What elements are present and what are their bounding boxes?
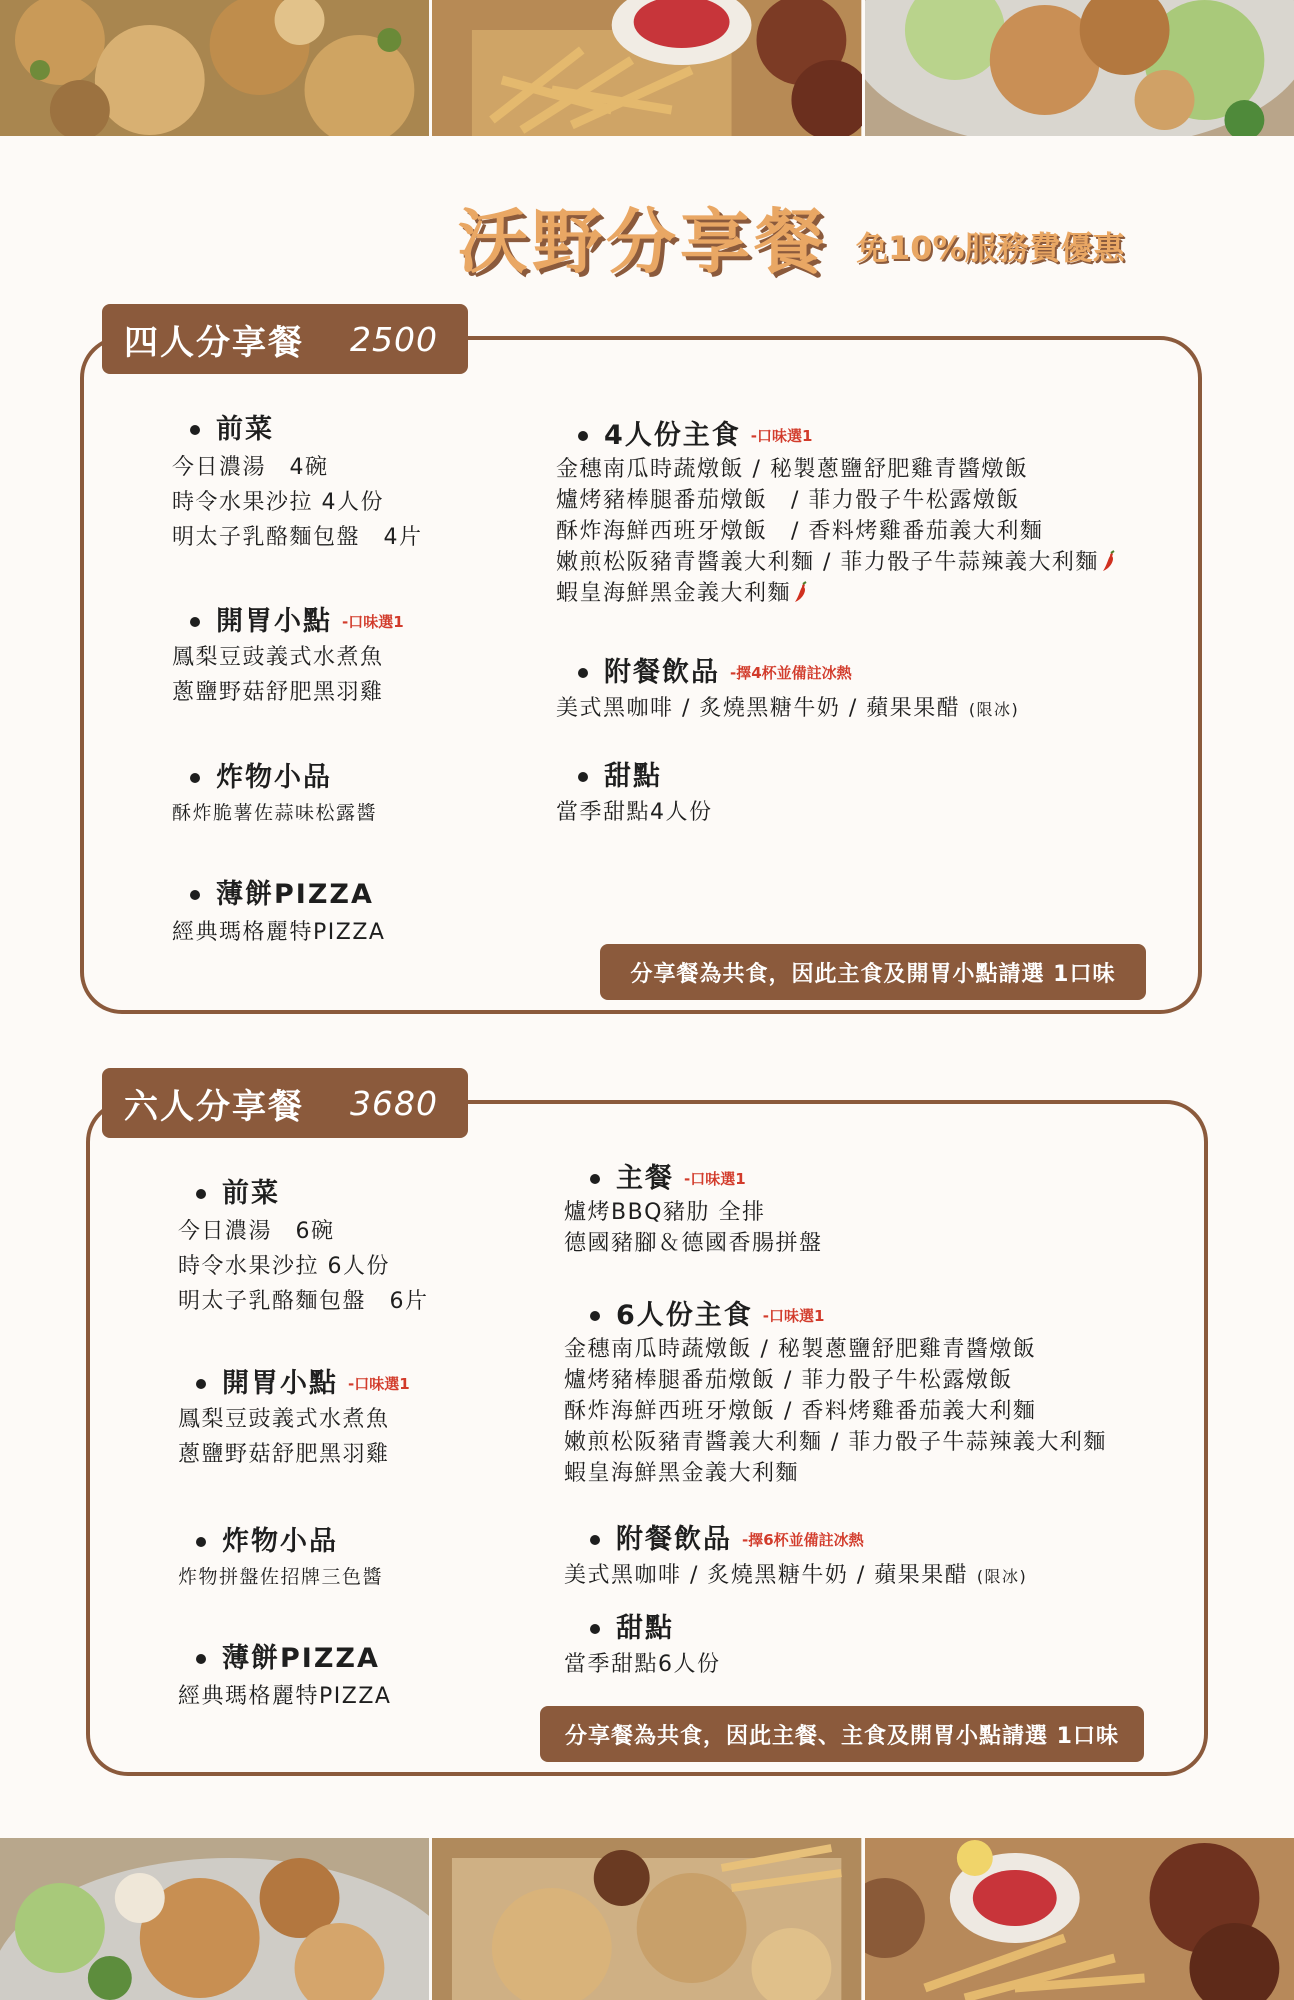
- section-heading: 甜點: [616, 1613, 674, 1644]
- menu-item: 明太子乳酪麵包盤 6片: [178, 1289, 429, 1314]
- menu-item: 鳳梨豆豉義式水煮魚: [172, 645, 384, 670]
- service-fee-note: 免10%服務費優惠: [856, 229, 1125, 267]
- menu-item: 時令水果沙拉 6人份: [178, 1254, 390, 1279]
- set-4-drink: [556, 655, 1019, 725]
- section-heading: 甜點: [604, 761, 662, 792]
- top-photo-strip: [0, 0, 1294, 136]
- menu-item: 時令水果沙拉 4人份: [172, 490, 384, 515]
- photo-chicken-pan: [0, 1838, 432, 2000]
- menu-item: 當季甜點6人份: [564, 1652, 721, 1677]
- menu-item: 酥炸海鮮西班牙燉飯 / 香料烤雞番茄義大利麵: [564, 1399, 1037, 1424]
- set-6-drink: [564, 1522, 1027, 1592]
- set-4-snack: [172, 604, 404, 708]
- menu-item: 爐烤豬棒腿番茄燉飯 / 菲力骰子牛松露燉飯: [564, 1368, 1013, 1393]
- section-heading: 薄餅PIZZA: [216, 879, 374, 910]
- set-name: 四人分享餐: [124, 322, 304, 363]
- menu-item: 爐烤豬棒腿番茄燉飯 / 菲力骰子牛松露燉飯: [556, 488, 1020, 513]
- section-heading: 開胃小點: [222, 1368, 338, 1399]
- ice-only-note: (限冰): [976, 1567, 1028, 1586]
- section-heading: 附餐飲品: [604, 657, 720, 688]
- choice-note: -口味選1: [762, 1307, 825, 1325]
- menu-item: 當季甜點4人份: [556, 800, 713, 825]
- menu-item: 炸物拼盤佐招牌三色醬: [178, 1566, 384, 1588]
- set-6-tab: [102, 1068, 468, 1138]
- menu-item: 嫩煎松阪豬青醬義大利麵 / 菲力骰子牛蒜辣義大利麵: [564, 1430, 1107, 1455]
- set-6-dessert: [564, 1611, 721, 1680]
- menu-item: 明太子乳酪麵包盤 4片: [172, 525, 423, 550]
- menu-item: 今日濃湯 6碗: [178, 1219, 335, 1244]
- section-heading: 前菜: [216, 414, 274, 445]
- choice-note: -口味選1: [684, 1170, 746, 1188]
- set-4-dessert: [556, 759, 713, 828]
- section-heading: 前菜: [222, 1178, 280, 1209]
- choice-note: -口味選1: [342, 613, 404, 631]
- photo-fries-chicken: [865, 1838, 1294, 2000]
- set-6-entree: [564, 1161, 823, 1259]
- chili-icon: [793, 581, 809, 603]
- bottom-photo-strip: [0, 1838, 1294, 2000]
- set-6-fried: [178, 1524, 383, 1593]
- photo-fries-sauce: [432, 0, 864, 136]
- menu-item: 金穗南瓜時蔬燉飯 / 秘製蔥鹽舒肥雞青醬燉飯: [556, 457, 1029, 482]
- photo-fried-platter: [432, 1838, 864, 2000]
- title-row: [0, 180, 1294, 283]
- set-4-pizza: [172, 877, 385, 948]
- menu-item: 美式黑咖啡 / 炙燒黑糖牛奶 / 蘋果果醋 (限冰): [564, 1563, 1028, 1588]
- section-heading: 附餐飲品: [616, 1524, 732, 1555]
- menu-item: 酥炸脆薯佐蒜味松露醬: [172, 802, 378, 824]
- choice-note: -擇4杯並備註冰熱: [730, 664, 852, 682]
- section-heading: 6人份主食: [616, 1300, 753, 1331]
- set-name: 六人分享餐: [124, 1086, 304, 1127]
- menu-item-spicy: 蝦皇海鮮黑金義大利麵: [556, 578, 1117, 609]
- section-heading: 薄餅PIZZA: [222, 1643, 380, 1674]
- choice-note: -口味選1: [750, 427, 813, 445]
- choice-note: -擇6杯並備註冰熱: [742, 1531, 864, 1549]
- page-title: 沃野分享餐: [458, 201, 828, 283]
- section-heading: 開胃小點: [216, 606, 332, 637]
- photo-chicken-salad: [865, 0, 1294, 136]
- menu-item: 德國豬腳＆德國香腸拼盤: [564, 1231, 823, 1256]
- section-heading: 4人份主食: [604, 420, 741, 451]
- set-4-fried: [172, 760, 377, 829]
- menu-item: 金穗南瓜時蔬燉飯 / 秘製蔥鹽舒肥雞青醬燉飯: [564, 1337, 1037, 1362]
- menu-item: 蝦皇海鮮黑金義大利麵: [564, 1461, 800, 1486]
- set-4-tab: [102, 304, 468, 374]
- photo-fried-seafood: [0, 0, 432, 136]
- ice-only-note: (限冰): [968, 700, 1020, 719]
- menu-item: 今日濃湯 4碗: [172, 455, 329, 480]
- choice-note: -口味選1: [348, 1375, 410, 1393]
- set-6-main: [564, 1298, 1107, 1489]
- menu-item: 蔥鹽野菇舒肥黑羽雞: [178, 1442, 390, 1467]
- set-6-pizza: [178, 1641, 391, 1712]
- set-6-banner: 分享餐為共食，因此主餐、主食及開胃小點請選 1口味: [540, 1706, 1144, 1762]
- chili-icon: [1101, 550, 1117, 572]
- set-price: 2500: [350, 319, 438, 359]
- set-6-snack: [178, 1366, 410, 1470]
- section-heading: 炸物小品: [216, 762, 332, 793]
- menu-item: 經典瑪格麗特PIZZA: [178, 1684, 392, 1709]
- set-4-appetizer: [172, 412, 423, 553]
- menu-item: 爐烤BBQ豬肋 全排: [564, 1200, 766, 1225]
- section-heading: 炸物小品: [222, 1526, 338, 1557]
- menu-item-spicy: 嫩煎松阪豬青醬義大利麵 / 菲力骰子牛蒜辣義大利麵: [556, 547, 1117, 578]
- menu-item: 美式黑咖啡 / 炙燒黑糖牛奶 / 蘋果果醋 (限冰): [556, 696, 1020, 721]
- menu-item: 酥炸海鮮西班牙燉飯 / 香料烤雞番茄義大利麵: [556, 519, 1044, 544]
- section-heading: 主餐: [616, 1163, 674, 1194]
- menu-item: 經典瑪格麗特PIZZA: [172, 920, 386, 945]
- set-price: 3680: [350, 1083, 438, 1123]
- set-4-main: [556, 418, 1117, 609]
- menu-item: 蔥鹽野菇舒肥黑羽雞: [172, 680, 384, 705]
- set-6-appetizer: [178, 1176, 429, 1317]
- set-4-banner: 分享餐為共食，因此主食及開胃小點請選 1口味: [600, 944, 1146, 1000]
- menu-item: 鳳梨豆豉義式水煮魚: [178, 1407, 390, 1432]
